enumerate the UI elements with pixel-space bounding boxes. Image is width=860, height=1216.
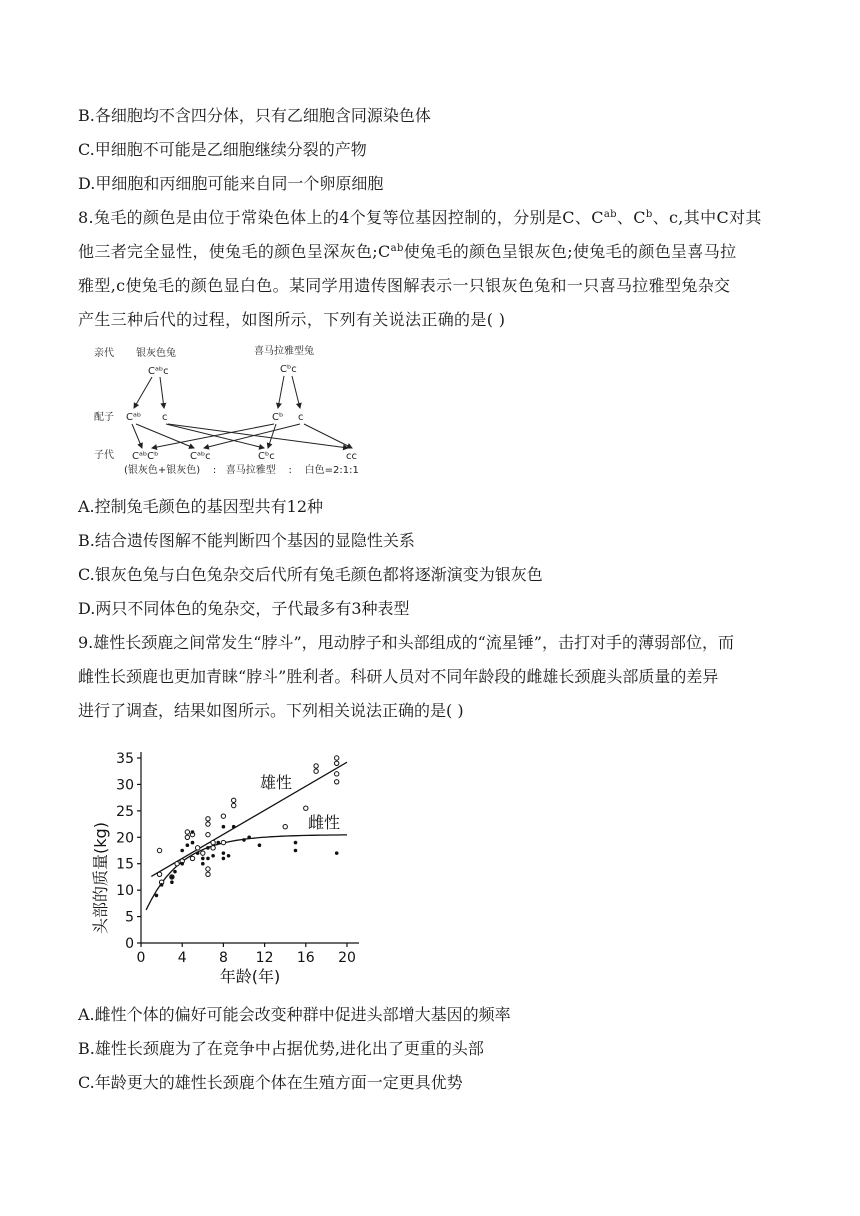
phenotype-ratio: (银灰色+银灰色) : 喜马拉雅型 : 白色=2:1:1 [124, 465, 359, 476]
point-male [335, 761, 339, 765]
point-female [160, 883, 164, 887]
point-male [232, 798, 236, 802]
q9-stem-line-1: 9.雄性长颈鹿之间常发生“脖斗”，甩动脖子和头部组成的“流星锤”，击打对手的薄弱部位，而 [78, 633, 734, 652]
point-female [232, 825, 236, 829]
q9-option-b: B.雄性长颈鹿为了在竞争中占据优势,进化出了更重的头部 [78, 1039, 484, 1058]
point-male [221, 840, 225, 844]
y-tick-label: 20 [116, 830, 134, 847]
q7-option-c: C.甲细胞不可能是乙细胞继续分裂的产物 [78, 140, 367, 159]
point-male [211, 846, 215, 850]
point-male [221, 814, 225, 818]
point-male [335, 772, 339, 776]
chart-ticks [116, 751, 356, 966]
point-male [335, 780, 339, 784]
point-male [206, 822, 210, 826]
parent1-genotype: Cᵃᵇc [148, 366, 169, 377]
point-female [222, 851, 226, 855]
point-female [173, 870, 177, 874]
x-tick-label: 0 [136, 950, 146, 966]
gamete-c-2: c [298, 412, 304, 423]
parent2-genotype: Cᵇc [280, 364, 297, 375]
offspring-2: Cᵃᵇc [190, 451, 211, 462]
y-tick-label: 35 [116, 751, 134, 767]
q8-stem-line-3: 雅型,c使兔毛的颜色显白色。某同学用遗传图解表示一只银灰色兔和一只喜马拉雅型兔杂交 [78, 276, 731, 295]
point-male [190, 856, 194, 860]
series-label-female: 雌性 [308, 813, 341, 832]
point-female [247, 835, 251, 839]
point-male [211, 840, 215, 844]
point-female [196, 851, 200, 855]
parent2-name: 喜马拉雅型兔 [254, 346, 314, 357]
y-tick-label: 15 [116, 856, 134, 873]
point-female [335, 851, 339, 855]
point-male [232, 803, 236, 807]
y-tick-label: 10 [116, 883, 134, 900]
giraffe-head-mass-chart [86, 738, 376, 990]
row-label-gamete: 配子 [94, 412, 114, 423]
parent-to-gamete-arrows [134, 376, 300, 408]
x-tick-label: 12 [255, 950, 274, 966]
q9-option-c: C.年龄更大的雄性长颈鹿个体在生殖方面一定更具优势 [78, 1073, 463, 1092]
point-female [191, 841, 195, 845]
offspring-4: cc [346, 451, 357, 462]
point-male [185, 835, 189, 839]
q9-stem-line-2: 雌性长颈鹿也更加青睐“脖斗”胜利者。科研人员对不同年龄段的雌雄长颈鹿头部质量的差异 [78, 667, 719, 686]
point-female [155, 894, 159, 898]
q7-option-d: D.甲细胞和丙细胞可能来自同一个卵原细胞 [78, 174, 384, 193]
point-male [283, 825, 287, 829]
series-label-male: 雄性 [260, 773, 293, 792]
row-label-offspring: 子代 [94, 450, 114, 461]
chart-axes [141, 752, 359, 943]
point-female [201, 862, 205, 866]
point-female [258, 843, 262, 847]
x-tick-label: 8 [218, 950, 228, 966]
q8-option-a: A.控制兔毛颜色的基因型共有12种 [78, 497, 324, 516]
x-axis-label: 年龄(年) [219, 967, 281, 986]
chart-trend-lines [146, 762, 347, 910]
point-female [180, 862, 184, 866]
y-tick-label: 5 [125, 909, 134, 926]
q7-option-b: B.各细胞均不含四分体，只有乙细胞含同源染色体 [78, 106, 431, 125]
point-male [157, 872, 161, 876]
point-female [170, 875, 174, 879]
point-male [185, 830, 189, 834]
q9-option-a: A.雌性个体的偏好可能会改变种群中促进头部增大基因的频率 [78, 1005, 511, 1024]
gamete-cab: Cᵃᵇ [126, 412, 142, 423]
gamete-c-1: c [162, 412, 168, 423]
point-female [186, 843, 190, 847]
offspring-3: Cᵇc [258, 451, 275, 462]
x-tick-label: 4 [177, 950, 187, 966]
q8-option-c: C.银灰色兔与白色兔杂交后代所有兔毛颜色都将逐渐演变为银灰色 [78, 565, 543, 584]
point-female [201, 857, 205, 861]
point-male [206, 872, 210, 876]
point-male [206, 817, 210, 821]
y-axis-label: 头部的质量(kg) [91, 822, 110, 934]
y-tick-label: 0 [125, 936, 134, 952]
q9-stem-line-3: 进行了调查，结果如图所示。下列相关说法正确的是( ) [78, 701, 464, 720]
point-male [314, 769, 318, 773]
row-label-parent: 亲代 [94, 348, 114, 359]
q8-stem-line-2: 他三者完全显性，使兔毛的颜色呈深灰色$;C^{ab}$使兔毛的颜色呈银灰色;使兔毛的颜色呈喜马拉 [78, 242, 737, 261]
q8-option-d: D.两只不同体色的兔杂交，子代最多有3种表型 [78, 599, 410, 618]
gamete-to-offspring-arrows [132, 424, 352, 448]
point-female [216, 841, 220, 845]
genetic-cross-diagram [86, 340, 406, 480]
offspring-1: CᵃᵇCᵇ [132, 451, 159, 462]
x-tick-label: 20 [338, 950, 356, 966]
point-female [191, 830, 195, 834]
gamete-cb: Cᵇ [272, 412, 284, 423]
point-male [304, 806, 308, 810]
q8-stem-line-1: 8.兔毛的颜色是由位于常染色体上的4个复等位基因控制的，分别是C、$C^{ab}$、$C^b$、c,其中C对其 [78, 208, 762, 227]
point-female [222, 857, 226, 861]
point-male [175, 862, 179, 866]
point-female [294, 841, 298, 845]
point-female [222, 825, 226, 829]
y-tick-label: 25 [116, 803, 134, 820]
point-male [157, 848, 161, 852]
point-female [206, 857, 210, 861]
point-male [314, 764, 318, 768]
q8-stem-line-4: 产生三种后代的过程，如图所示，下列有关说法正确的是( ) [78, 310, 506, 329]
point-male [206, 867, 210, 871]
x-tick-label: 16 [296, 950, 315, 966]
point-female [294, 849, 298, 853]
point-female [211, 854, 215, 858]
y-tick-label: 30 [116, 777, 134, 794]
point-female [180, 849, 184, 853]
point-female [242, 838, 246, 842]
point-female [227, 854, 231, 858]
point-female [206, 846, 210, 850]
point-male [335, 756, 339, 760]
point-male [201, 851, 205, 855]
point-male [195, 846, 199, 850]
point-male [206, 832, 210, 836]
point-female [170, 880, 174, 884]
q8-option-b: B.结合遗传图解不能判断四个基因的显隐性关系 [78, 531, 415, 550]
parent1-name: 银灰色兔 [136, 348, 176, 359]
